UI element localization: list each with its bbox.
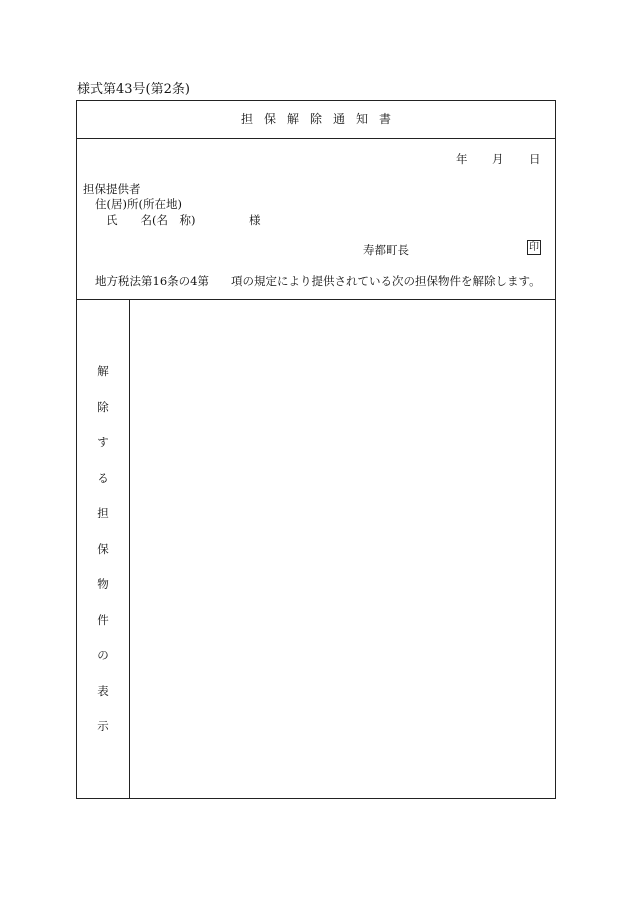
property-label-char: 除 (97, 400, 109, 414)
property-label-char: る (97, 471, 109, 485)
property-label-char: す (97, 435, 109, 449)
form-title: 担保解除通知書 (240, 112, 402, 126)
release-notice-form (76, 100, 556, 799)
form-number-label: 様式第43号(第2条) (77, 82, 190, 97)
property-label-column (77, 300, 130, 798)
provider-address-label: 住(居)所(所在地) (95, 197, 182, 211)
property-description-field (130, 300, 555, 798)
notice-text-start: 地方税法第16条の4第 (95, 274, 209, 288)
property-label-char: 示 (97, 719, 109, 733)
date-day-label: 日 (529, 152, 541, 166)
property-label-char: 物 (97, 577, 109, 591)
issuer-name: 寿都町長 (363, 243, 409, 257)
provider-heading: 担保提供者 (83, 182, 141, 196)
property-section (77, 300, 555, 798)
date-year-label: 年 (456, 152, 468, 166)
property-label-char: 担 (97, 506, 109, 520)
date-month-label: 月 (492, 152, 504, 166)
property-label-char: 件 (97, 613, 109, 627)
notice-text-end: 項の規定により提供されている次の担保物件を解除します。 (231, 274, 541, 288)
property-label-char: 保 (97, 542, 109, 556)
title-row (77, 101, 555, 139)
property-label-char: の (97, 648, 109, 662)
notice-info-section (77, 139, 555, 300)
property-label-char: 表 (97, 684, 109, 698)
provider-name-label: 氏 名(名 称) (106, 213, 196, 227)
honorific-label: 様 (249, 213, 261, 227)
property-label-char: 解 (97, 364, 109, 378)
seal-stamp-box: 印 (529, 242, 539, 253)
